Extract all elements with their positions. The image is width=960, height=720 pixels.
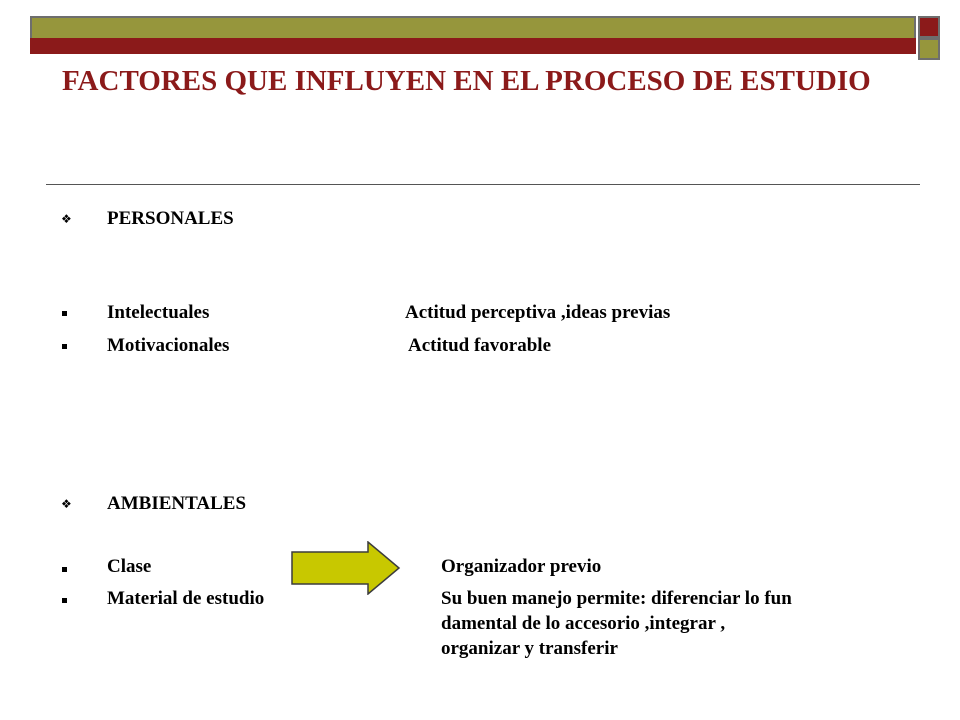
section-heading-ambientales: AMBIENTALES: [107, 493, 247, 514]
square-bullet-icon: [62, 344, 67, 349]
slide-title: FACTORES QUE INFLUYEN EN EL PROCESO DE ESTUDIO: [62, 65, 871, 97]
diamond-bullet-icon: ❖: [61, 497, 72, 511]
square-bullet-icon: [62, 311, 67, 316]
item-description-intelectuales: Actitud perceptiva ,ideas previas: [405, 302, 671, 323]
item-description-material-line-2: damental de lo accesorio ,integrar ,: [441, 613, 726, 634]
diamond-bullet-icon: ❖: [61, 212, 72, 226]
item-description-material-line-1: Su buen manejo permite: diferenciar lo fun: [441, 588, 792, 609]
item-label-clase: Clase: [107, 556, 152, 577]
item-label-motivacionales: Motivacionales: [107, 335, 230, 356]
square-bullet-icon: [62, 567, 67, 572]
item-description-material-line-3: organizar y transferir: [441, 638, 618, 659]
item-label-material: Material de estudio: [107, 588, 265, 609]
item-description-motivacionales: Actitud favorable: [408, 335, 552, 356]
corner-square-top: [918, 16, 940, 38]
item-description-clase: Organizador previo: [441, 556, 602, 577]
title-divider: [46, 184, 920, 185]
section-heading-personales: PERSONALES: [107, 208, 234, 229]
header-bar: [30, 16, 916, 38]
header-stripe: [30, 38, 916, 54]
item-label-intelectuales: Intelectuales: [107, 302, 210, 323]
square-bullet-icon: [62, 598, 67, 603]
right-arrow-icon: [291, 541, 401, 595]
corner-square-bottom: [918, 38, 940, 60]
